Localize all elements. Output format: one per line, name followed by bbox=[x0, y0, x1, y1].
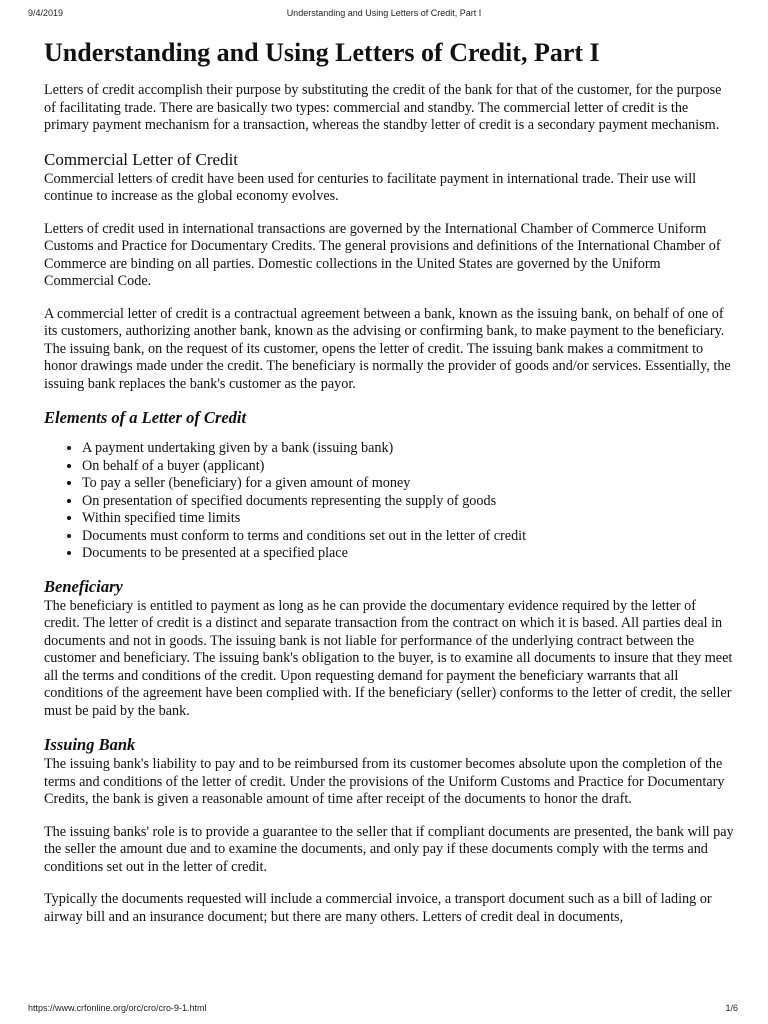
document-body bbox=[44, 38, 734, 941]
list-item: • Within specified time limits bbox=[82, 510, 734, 528]
section-heading-issuing-bank: Issuing Bank bbox=[44, 735, 136, 754]
list-item: • A payment undertaking given by a bank (issuing bank) bbox=[82, 440, 734, 458]
issuing-bank-paragraph-3: Typically the documents requested will include a commercial invoice, a transport document such as a bill of lading or airway bill and an insurance document; but there are many others. Letters of credit deal in documents, bbox=[44, 891, 712, 925]
page-number: 1/6 bbox=[725, 1003, 738, 1013]
commercial-paragraph-3: A commercial letter of credit is a contractual agreement between a bank, known as the issuing bank, on behalf of one of its customers, authorizing another bank, known as the advising or confirming bank, to make payment to the beneficiary. The issuing bank, on the request of its customer, opens the letter of credit. The issuing bank makes a commitment to honor drawings made under the credit. The beneficiary is normally the provider of goods and/or services. Essentially, the issuing bank replaces the bank's customer as the payor. bbox=[44, 305, 731, 392]
list-item: • On behalf of a buyer (applicant) bbox=[82, 458, 734, 476]
commercial-paragraph-2: Letters of credit used in international transactions are governed by the International Chamber of Commerce Uniform Customs and Practice for Documentary Credits. The general provisions and definitions of the International Chamber of Commerce are binding on all parties. Domestic collections in the United States are governed by the Uniform Commercial Code. bbox=[44, 220, 721, 289]
list-item: • To pay a seller (beneficiary) for a given amount of money bbox=[82, 475, 734, 493]
list-item: • Documents must conform to terms and conditions set out in the letter of credit bbox=[82, 528, 734, 546]
intro-paragraph: Letters of credit accomplish their purpose by substituting the credit of the bank for that of the customer, for the purpose of facilitating trade. There are basically two types: commercial and standby. The commercial letter of credit is the primary payment mechanism for a transaction, whereas the standby letter of credit is a secondary payment mechanism. bbox=[44, 82, 722, 133]
beneficiary-paragraph: The beneficiary is entitled to payment as long as he can provide the documentary evidence required by the letter of credit. The letter of credit is a distinct and separate transaction from the contract on which it is based. All parties deal in documents and not in goods. The issuing bank is not liable for performance of the underlying contract between the customer and beneficiary. The issuing bank's obligation to the buyer, is to examine all documents to insure that they meet all the terms and conditions of the credit. Upon requesting demand for payment the beneficiary warrants that all conditions of the agreement have been complied with. If the beneficiary (seller) conforms to the letter of credit, the seller must be paid by the bank. bbox=[44, 597, 733, 719]
print-header-title: Understanding and Using Letters of Credit, Part I bbox=[286, 8, 482, 18]
elements-list bbox=[44, 440, 734, 563]
page-title: Understanding and Using Letters of Credit, Part I bbox=[44, 38, 600, 67]
list-item: • Documents to be presented at a specified place bbox=[82, 545, 734, 563]
section-heading-beneficiary: Beneficiary bbox=[44, 576, 123, 596]
list-item: • On presentation of specified documents representing the supply of goods bbox=[82, 493, 734, 511]
issuing-bank-paragraph-1: The issuing bank's liability to pay and to be reimbursed from its customer becomes absolute upon the completion of the terms and conditions of the letter of credit. Under the provisions of the Uniform Customs and Practice for Documentary Credits, the bank is given a reasonable amount of time after receipt of the documents to honor the draft. bbox=[44, 756, 725, 807]
issuing-bank-paragraph-2: The issuing banks' role is to provide a guarantee to the seller that if compliant documents are presented, the bank will pay the seller the amount due and to examine the documents, and only pay if these documents comply with the terms and conditions set out in the letter of credit. bbox=[44, 823, 734, 875]
source-url-link[interactable]: https://www.crfonline.org/orc/cro/cro-9-1.html bbox=[28, 1003, 207, 1013]
section-heading-commercial: Commercial Letter of Credit bbox=[44, 149, 239, 169]
section-heading-elements: Elements of a Letter of Credit bbox=[44, 408, 247, 427]
commercial-paragraph-1: Commercial letters of credit have been used for centuries to facilitate payment in international trade. Their use will continue to increase as the global economy evolves. bbox=[44, 170, 697, 204]
print-header-date: 9/4/2019 bbox=[28, 8, 64, 18]
